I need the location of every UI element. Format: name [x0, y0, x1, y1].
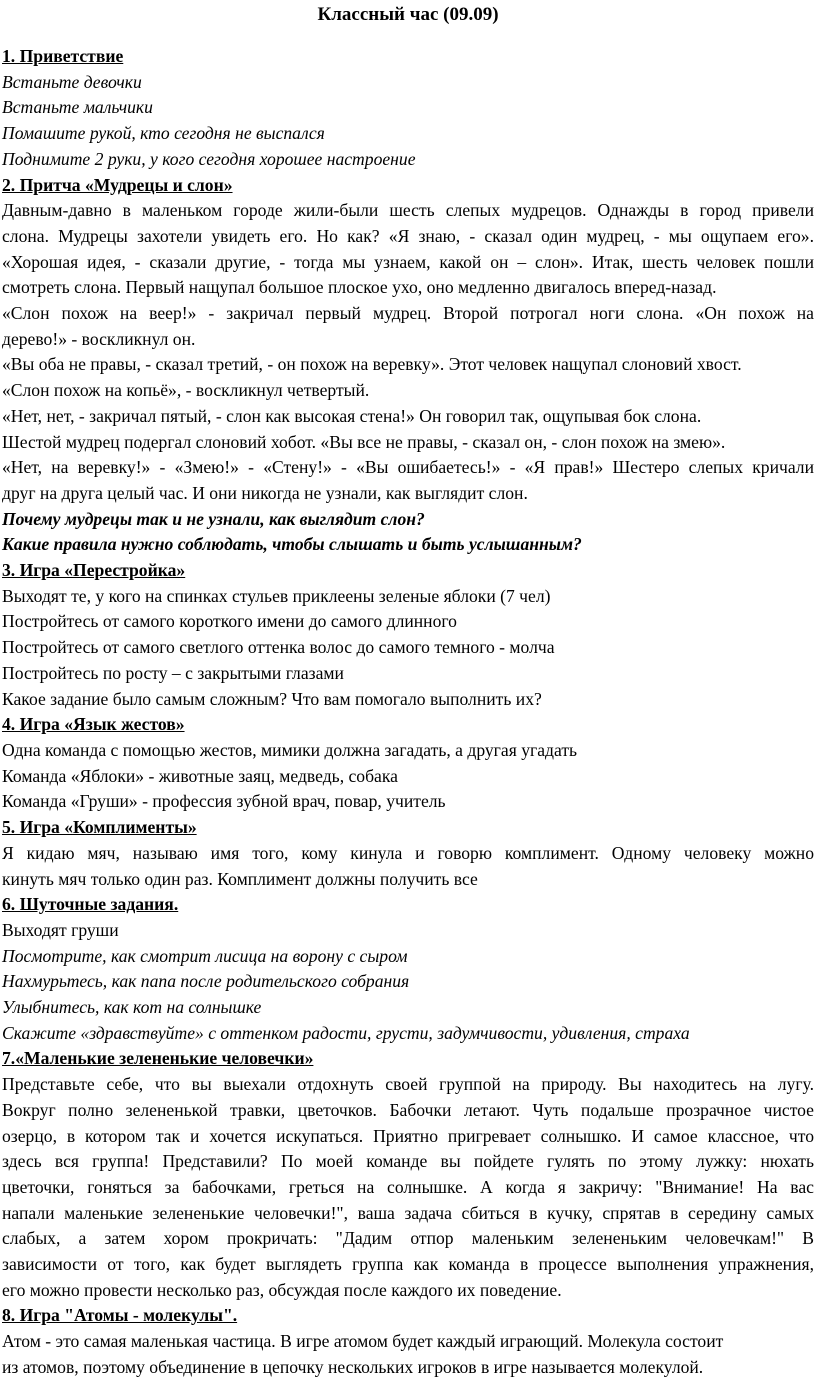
section-green-men-game — [2, 1046, 814, 1303]
section-heading: 5. Игра «Комплименты» — [2, 817, 197, 838]
instruction-line: Нахмурьтесь, как папа после родительского собрания — [2, 971, 410, 992]
text-line: Вокруг полно зелененькой травки, цветочков. Бабочки летают. Чуть подальше прозрачное чистое — [2, 1099, 814, 1120]
instruction-line: Скажите «здравствуйте» с оттенком радости, грусти, задумчивости, удивления, страха — [2, 1022, 690, 1043]
text-line: озерцо, в котором так и хочется искупаться. Приятно пригревает солнышко. И самое классное, что — [2, 1125, 814, 1146]
section-atoms-game — [2, 1303, 814, 1380]
text-line: «Вы оба не правы, - сказал третий, - он похож на веревку». Этот человек нащупал слоновий хвост. — [2, 354, 742, 375]
text-line: «Нет, на веревку!» - «Змею!» - «Стену!» - «Вы ошибаетесь!» - «Я прав!» Шестеро слепых кричали — [2, 457, 814, 478]
question-line: Почему мудрецы так и не узнали, как выглядит слон? — [2, 508, 425, 529]
section-rebuild-game — [2, 558, 814, 712]
instruction-line: Улыбнитесь, как кот на солнышке — [2, 997, 262, 1018]
text-line: Одна команда с помощью жестов, мимики должна загадать, а другая угадать — [2, 739, 578, 760]
section-heading: 4. Игра «Язык жестов» — [2, 714, 185, 735]
text-line: напали маленькие зелененькие человечки!", ваша задача сбиться в кучку, спрятав в середину самых — [2, 1202, 814, 1223]
text-line: слона. Мудрецы захотели увидеть его. Но как? «Я знаю, - сказал один мудрец, - мы ощупаем его». — [2, 225, 814, 246]
text-line: Постройтесь от самого светлого оттенка волос до самого темного - молча — [2, 637, 555, 658]
text-line: друг на друга целый час. И они никогда не узнали, как выглядит слон. — [2, 482, 528, 503]
text-line: Постройтесь по росту – с закрытыми глазами — [2, 662, 344, 683]
text-line: Выходят те, у кого на спинках стульев приклеены зеленые яблоки (7 чел) — [2, 585, 551, 606]
text-line: «Слон похож на веер!» - закричал первый мудрец. Второй потрогал ноги слона. «Он похож на — [2, 303, 814, 324]
text-line: «Слон похож на копьё», - воскликнул четвертый. — [2, 380, 370, 401]
instruction-line: Встаньте мальчики — [2, 97, 153, 118]
instruction-line: Помашите рукой, кто сегодня не выспался — [2, 123, 325, 144]
text-line: Давным-давно в маленьком городе жили-были шесть слепых мудрецов. Однажды в город привели — [2, 200, 814, 221]
section-compliments-game — [2, 815, 814, 892]
instruction-line: Поднимите 2 руки, у кого сегодня хорошее настроение — [2, 148, 416, 169]
text-line: зависимости от того, как будет выглядеть группа как команда в процессе выполнения упражнения, — [2, 1254, 814, 1275]
text-line: смотреть слона. Первый нащупал большое плоское ухо, оно медленно двигалось вперед-назад. — [2, 277, 717, 298]
instruction-line: Посмотрите, как смотрит лисица на ворону с сыром — [2, 945, 408, 966]
section-heading: 8. Игра "Атомы - молекулы". — [2, 1305, 238, 1326]
text-line: кинуть мяч только один раз. Комплимент должны получить все — [2, 868, 478, 889]
text-line: Я кидаю мяч, называю имя того, кому кинула и говорю комплимент. Одному человеку можно — [2, 842, 814, 863]
question-line: Какие правила нужно соблюдать, чтобы слышать и быть услышанным? — [2, 534, 582, 555]
section-heading: 3. Игра «Перестройка» — [2, 560, 186, 581]
section-heading: 1. Приветствие — [2, 46, 124, 66]
section-heading: 2. Притча «Мудрецы и слон» — [2, 174, 233, 195]
instruction-line: Встаньте девочки — [2, 71, 142, 92]
text-line: Постройтесь от самого короткого имени до самого длинного — [2, 611, 457, 632]
text-line: из атомов, поэтому объединение в цепочку нескольких игроков в игре называется молекулой. — [2, 1356, 704, 1377]
text-line: «Нет, нет, - закричал пятый, - слон как высокая стена!» Он говорил так, ощупывая бок слона. — [2, 405, 702, 426]
text-line: Представьте себе, что вы выехали отдохнуть своей группой на природу. Вы находитесь на лугу. — [2, 1074, 814, 1095]
text-line: дерево!» - воскликнул он. — [2, 328, 196, 349]
text-line: Команда «Груши» - профессия зубной врач, повар, учитель — [2, 791, 446, 812]
section-heading: 6. Шуточные задания. — [2, 894, 179, 915]
text-line: «Хорошая идея, - сказали другие, - тогда мы узнаем, какой он – слон». Итак, шесть человек пошли — [2, 251, 814, 272]
text-line: Шестой мудрец подергал слоновий хобот. «Вы все не правы, - сказал он, - слон похож на змею». — [2, 431, 726, 452]
text-line: Команда «Яблоки» - животные заяц, медведь, собака — [2, 765, 398, 786]
document-body — [2, 44, 814, 1381]
text-line: здесь вся группа! Представили? По моей команде вы пойдете гулять по этому лужку: нюхать — [2, 1151, 814, 1172]
text-line: Атом - это самая маленькая частица. В игре атомом будет каждый играющий. Молекула состоит — [2, 1331, 724, 1352]
section-parable — [2, 173, 814, 559]
text-line: Какое задание было самым сложным? Что вам помогало выполнить их? — [2, 688, 542, 709]
section-funny-tasks — [2, 892, 814, 1046]
text-line: слабых, а затем хором прокричать: "Дадим отпор маленьким зелененьким человечкам!" В — [2, 1228, 814, 1249]
section-heading: 7.«Маленькие зелененькие человечки» — [2, 1048, 314, 1069]
text-line: его можно провести несколько раз, обсуждая после каждого их поведение. — [2, 1279, 562, 1300]
document-title: Классный час (09.09) — [317, 4, 499, 25]
section-gesture-game — [2, 712, 814, 815]
section-greeting — [2, 44, 814, 173]
text-line: цветочки, гоняться за бабочками, греться на солнышке. А когда я закричу: "Внимание! На вас — [2, 1176, 814, 1197]
text-line: Выходят груши — [2, 919, 119, 940]
